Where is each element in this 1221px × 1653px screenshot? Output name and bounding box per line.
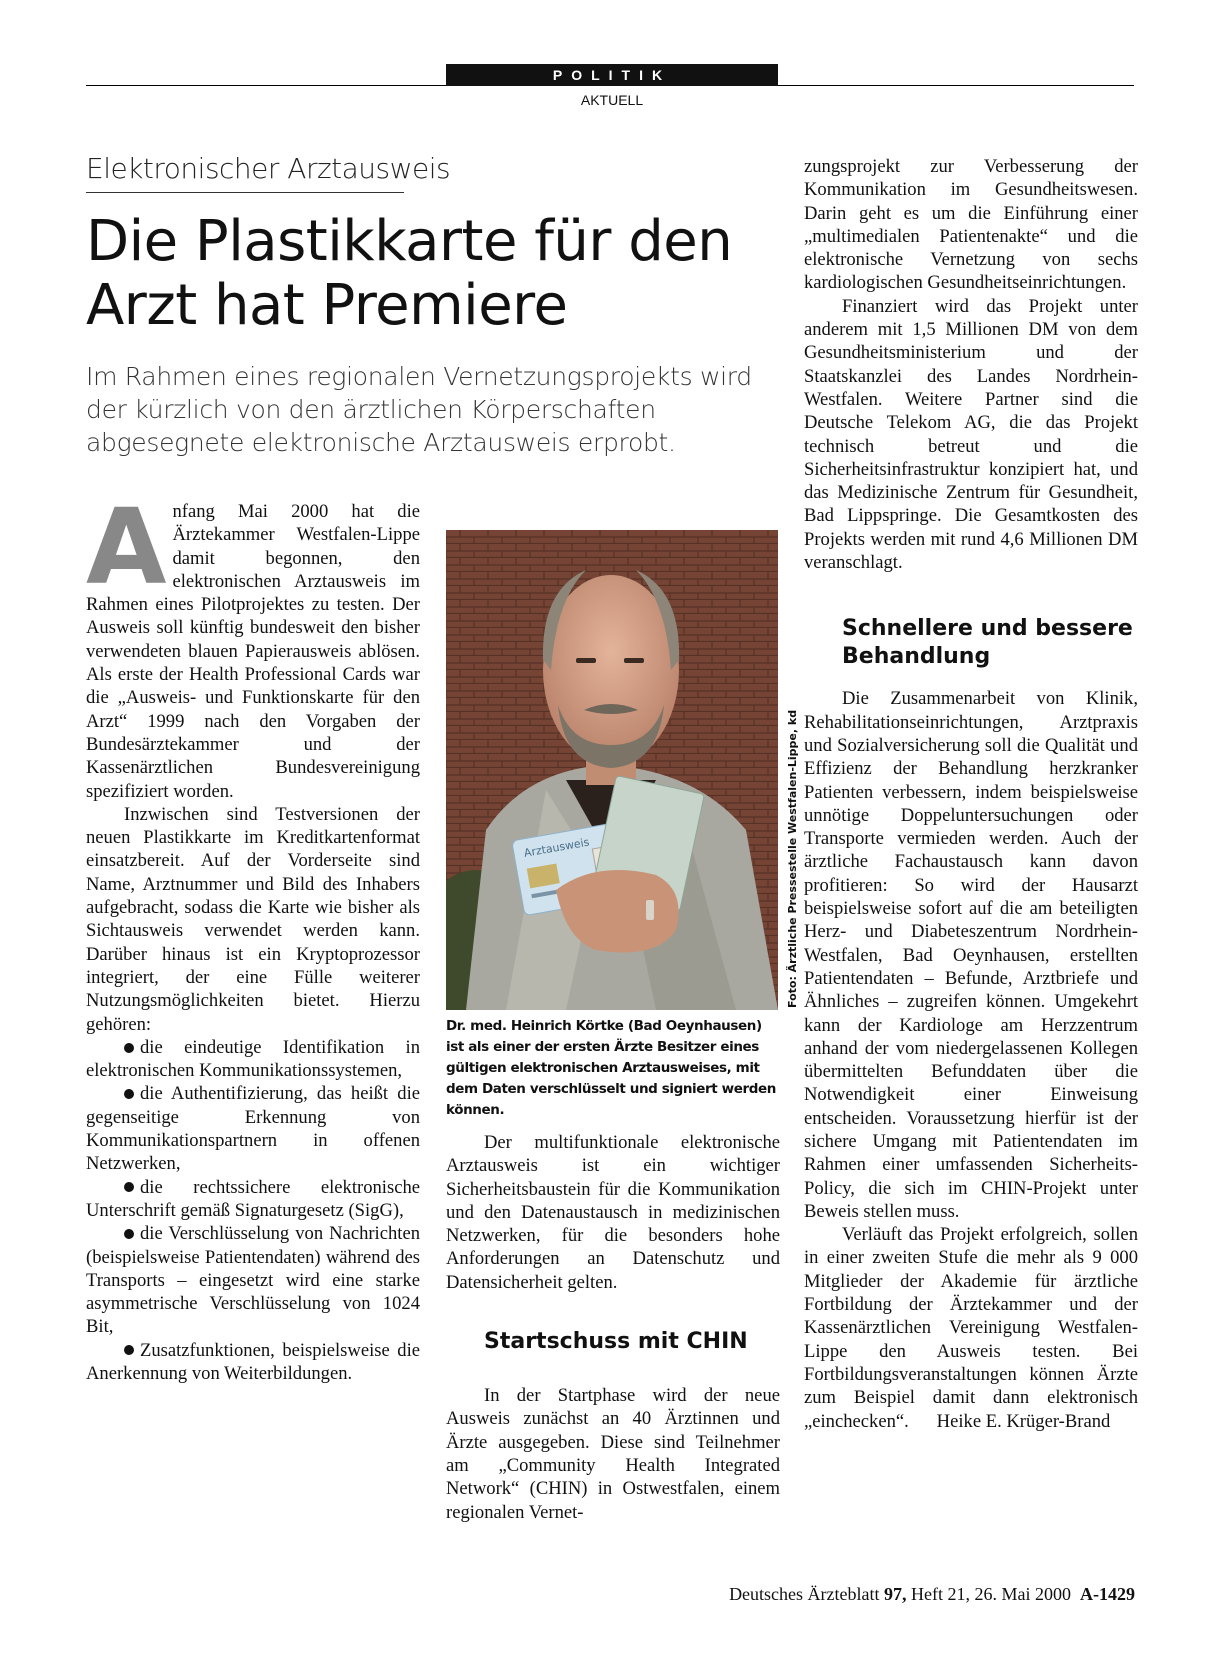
journal-name: Deutsches Ärzteblatt <box>729 1584 880 1604</box>
text-column-3 <box>804 155 1138 1433</box>
list-item: die Verschlüsselung von Nachrichten (beispielsweise Patientendaten) während des Transports – eingesetzt wird eine starke asymmetrische Verschlüsselung von 1024 Bit, <box>86 1223 420 1338</box>
list-item: Zusatzfunktionen, beispielsweise die Anerkennung von Weiterbildungen. <box>86 1339 420 1384</box>
section-subhead: Schnellere und bessere Behandlung <box>842 616 1133 670</box>
list-item: die rechtssichere elektronische Unterschrift gemäß Signaturgesetz (SigG), <box>86 1176 420 1221</box>
list-item: die eindeutige Identifikation in elektronischen Kommunikationssystemen, <box>86 1036 420 1082</box>
subsection-label: AKTUELL <box>580 92 644 108</box>
bullet-icon <box>124 1229 134 1239</box>
bullet-icon <box>124 1345 134 1355</box>
text-column-1 <box>86 486 420 1385</box>
paragraph: zungsprojekt zur Verbesserung der Kommunikation im Gesundheitswesen. Darin geht es um die Einführung einer „multimedialen Patientenakte“ und die elektronische Vernetzung von sechs kardiologischen Gesundheitseinrichtungen. <box>804 156 1138 294</box>
drop-cap: A <box>86 486 167 608</box>
paragraph: Finanziert wird das Projekt unter anderem mit 1,5 Millionen DM von dem Gesundheitsministerium und der Staatskanzlei des Landes Nordrhein-Westfalen. Weitere Partner sind die Deutsche Telekom AG, die das Projekt technisch betreut und die Sicherheitsinfrastruktur konzipiert hat, und das Medizinische Zentrum für Gesundheit, Bad Lippspringe. Die Gesamtkosten des Projekts werden mit rund 4,6 Millionen DM veranschlagt. <box>804 295 1138 574</box>
portrait-illustration <box>446 530 778 1010</box>
card-label: Arztausweis <box>522 835 591 860</box>
section-label: POLITIK <box>446 64 778 86</box>
article-photo <box>446 530 778 1010</box>
kicker-underline <box>86 192 404 193</box>
text-column-2 <box>446 1131 780 1524</box>
bullet-icon <box>124 1182 134 1192</box>
page-number: A-1429 <box>1080 1584 1135 1604</box>
list-item: die Authentifizierung, das heißt die gegenseitige Erkennung von Kommunikationspartnern in offenen Netzwerken, <box>86 1083 420 1175</box>
photo-caption: Dr. med. Heinrich Körtke (Bad Oeynhausen) ist als einer der ersten Ärzte Besitzer eines gültigen elektronischen Arztausweises, mit dem Daten verschlüsselt und signiert werden können. <box>446 1018 776 1118</box>
paragraph: Verläuft das Projekt erfolgreich, sollen in einer zweiten Stufe die mehr als 9 000 Mitglieder der Akademie für ärztliche Fortbildung der Ärztekammer und der Kassenärztlichen Vereinigung Westfalen-Lippe den Ausweis testen. Bei Fortbildungsveranstaltungen können Ärzte zum Beispiel damit dann elektronisch „einchecken“. Heike E. Krüger-Brand <box>804 1224 1138 1432</box>
paragraph: Der multifunktionale elektronische Arztausweis ist ein wichtiger Sicherheitsbaustein für die Kommunikation und den Datenaustausch in medizinischen Netzwerken, für die besonders hohe Anforderungen an Datenschutz und Datensicherheit gelten. <box>446 1132 780 1293</box>
author-name: Heike E. Krüger-Brand <box>936 1410 1111 1432</box>
paragraph-text: nfang Mai 2000 hat die Ärztekammer Westfalen-Lippe damit begonnen, den elektronischen Arztausweis im Rahmen eines Pilotprojektes zu testen. Der Ausweis soll künftig bundesweit den bisher verwendeten blauen Papierausweis ablösen. Als erste der Health Professional Cards war die „Ausweis- und Funktionskarte für den Arzt“ 1999 nach den Vorgaben der Bundesärztekammer und der Kassenärztlichen Bundesvereinigung spezifiziert worden. <box>86 501 420 802</box>
section-subhead: Startschuss mit CHIN <box>484 1329 748 1355</box>
bullet-icon <box>124 1089 134 1099</box>
photo-credit: Foto: Ärztliche Pressestelle Westfalen-Lippe, kd <box>786 709 799 1008</box>
article-kicker: Elektronischer Arztausweis <box>86 152 451 185</box>
page-footer <box>729 1584 1135 1605</box>
paragraph: In der Startphase wird der neue Ausweis zunächst an 40 Ärztinnen und Ärzte ausgegeben. Diese sind Teilnehmer am „Community Health Integrated Network“ (CHIN) in Ostwestfalen, einem regionalen Vernet- <box>446 1385 780 1523</box>
bullet-icon <box>124 1043 134 1053</box>
journal-volume: 97, <box>884 1584 907 1604</box>
paragraph: Die Zusammenarbeit von Klinik, Rehabilitationseinrichtungen, Arztpraxis und Sozialversicherung soll die Qualität und Effizienz der Behandlung herzkranker Patienten verbessern, indem beispielsweise unnötige Doppeluntersuchungen oder Transporte vermieden werden. Auch der ärztliche Fachaustausch kann davon profitieren: So wird der Hausarzt beispielsweise sofort auf die am beteiligten Herz- und Diabeteszentrum Nordrhein-Westfalen, Bad Oeynhausen, erstellten Patientendaten – Befunde, Arztbriefe und Ähnliches – zugreifen können. Umgekehrt kann der Kardiologe am Herzzentrum anhand der vom niedergelassenen Kollegen übermittelten Befunddaten über die Notwendigkeit einer Einweisung entscheiden. Voraussetzung hierfür ist der sichere Umgang mit Patientendaten im Rahmen einer umfassenden Sicherheits-Policy, die sich im CHIN-Projekt unter Beweis stellen muss. <box>804 688 1138 1222</box>
journal-issue: Heft 21, 26. Mai 2000 <box>911 1584 1071 1604</box>
article-deck: Im Rahmen eines regionalen Vernetzungsprojekts wird der kürzlich von den ärztlichen Körperschaften abgesegnete elektronische Arztausweis erprobt. <box>86 362 752 457</box>
paragraph: Inzwischen sind Testversionen der neuen Plastikkarte im Kreditkartenformat einsatzbereit. Auf der Vorderseite sind Name, Arztnummer und Bild des Inhabers aufgebracht, sodass die Karte wie bisher als Sichtausweis verwendet werden kann. Darüber hinaus ist ein Kryptoprozessor integriert, der eine Fülle weiterer Nutzungsmöglichkeiten bietet. Hierzu gehören: <box>86 803 420 1035</box>
paragraph <box>86 486 420 803</box>
article-headline: Die Plastikkarte für den Arzt hat Premiere <box>86 209 733 338</box>
